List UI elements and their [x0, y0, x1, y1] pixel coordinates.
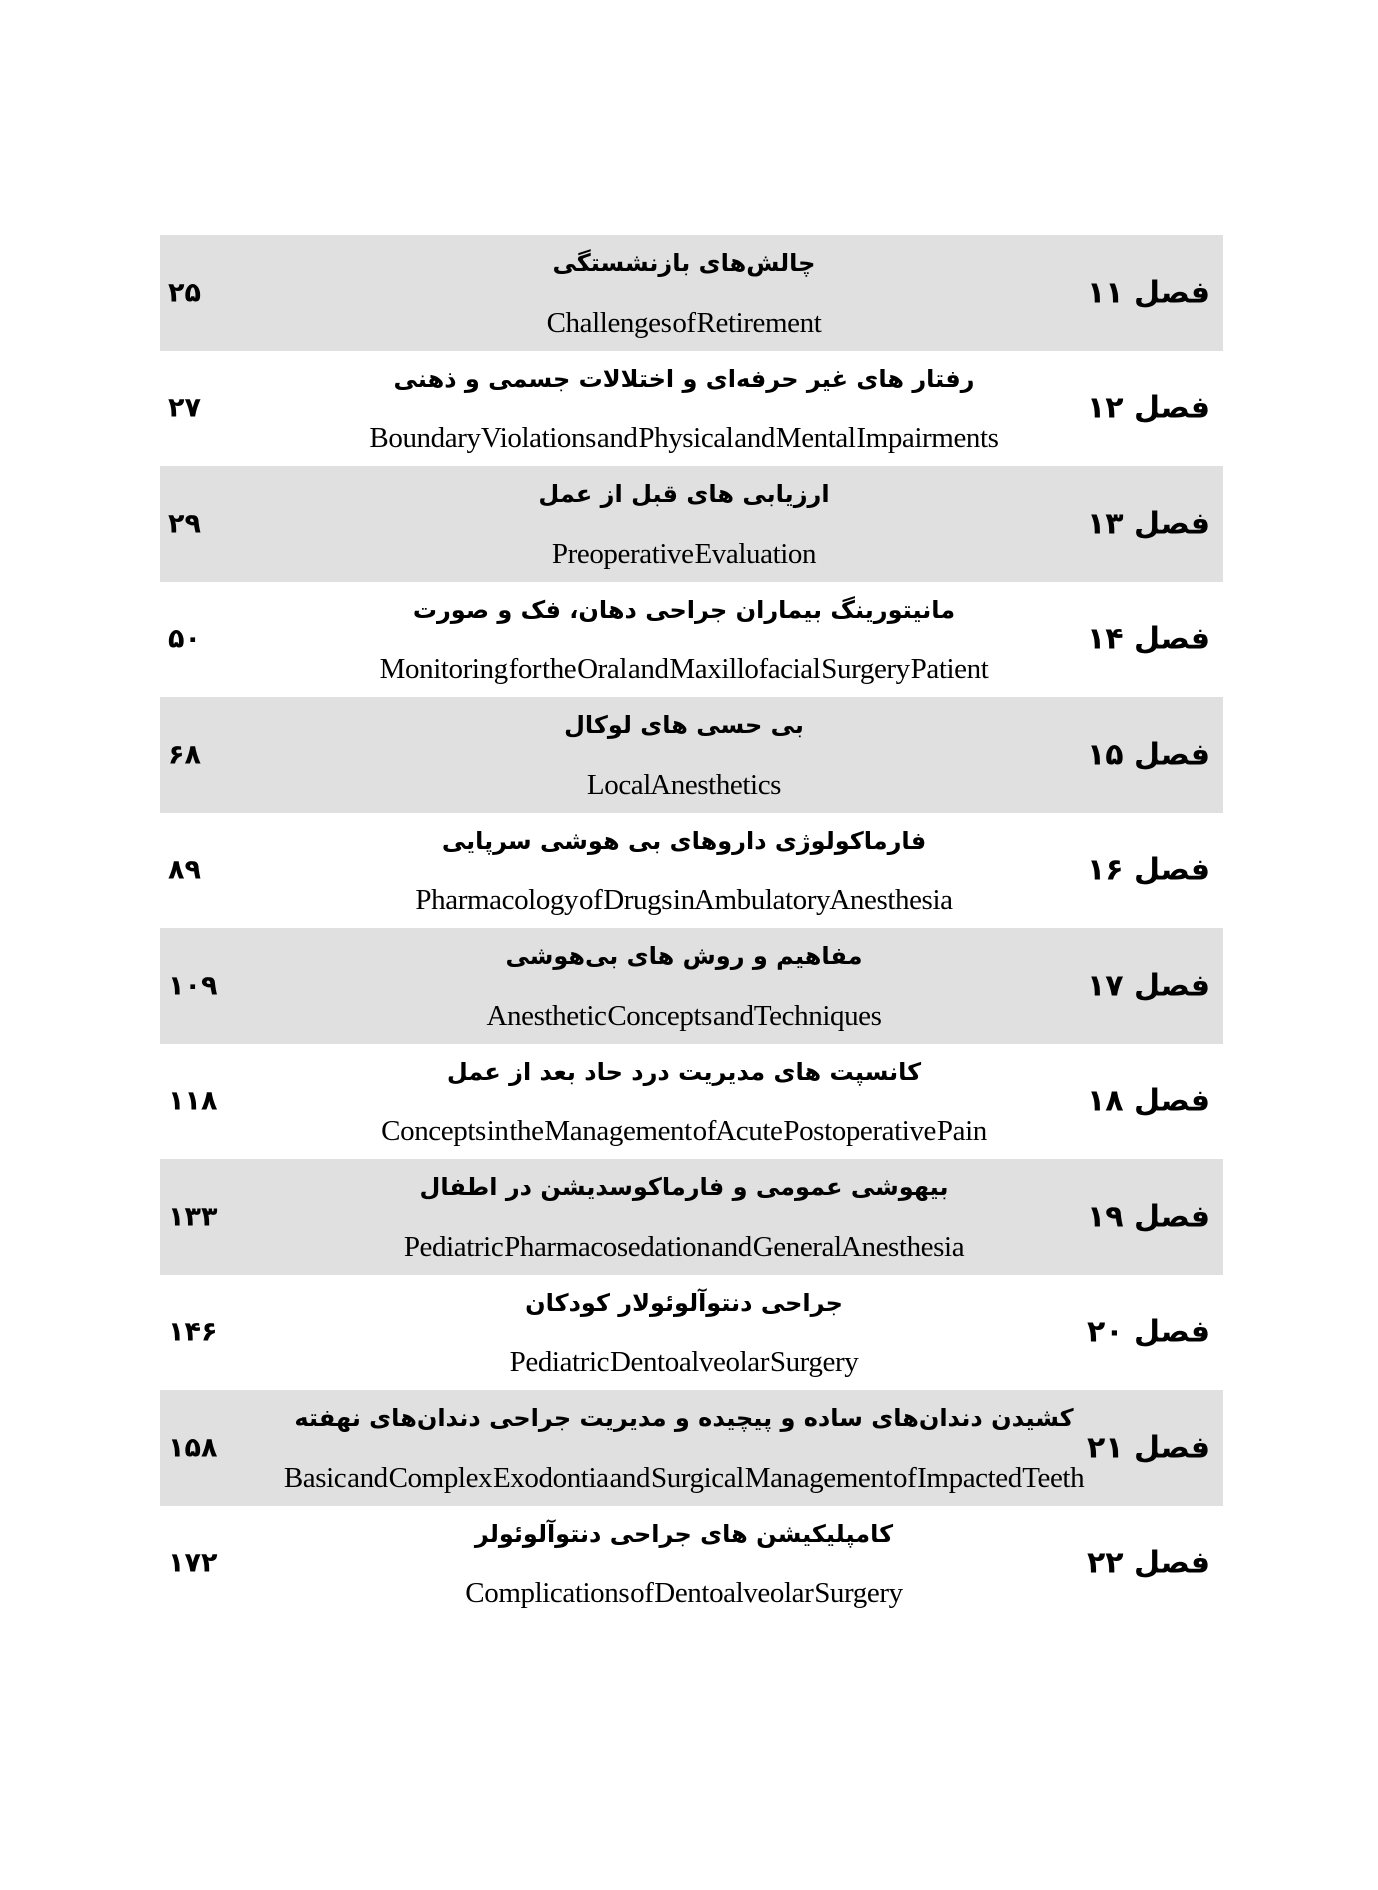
chapter-label: فصل ۱۱ — [1086, 275, 1210, 311]
chapter-titles — [245, 1044, 1123, 1160]
chapter-title-english: Complications of Dentoalveolar Surgery — [465, 1577, 903, 1609]
chapter-title-persian: کامپلیکیشن های جراحی دنتوآلوئولر — [474, 1519, 894, 1548]
chapter-title-english: Challenges of Retirement — [546, 306, 822, 339]
toc-row — [160, 466, 1223, 582]
chapter-title-persian: مفاهیم و روش های بی‌هوشی — [505, 942, 863, 970]
chapter-title-persian: کانسپت های مدیریت درد حاد بعد از عمل — [446, 1057, 922, 1086]
chapter-title-persian: فارماکولوژی داروهای بی هوشی سرپایی — [441, 826, 927, 855]
chapter-title-english: Preoperative Evaluation — [551, 537, 817, 570]
toc-row — [160, 351, 1223, 467]
chapter-title-persian: مانیتورینگ بیماران جراحی دهان، فک و صورت — [412, 595, 956, 624]
page-number: ۲۹ — [168, 508, 201, 540]
chapter-title-english: Concepts in the Management of Acute Postoperative Pain — [381, 1115, 987, 1147]
chapter-title-persian: بی حسی های لوکال — [564, 711, 804, 739]
chapter-label: فصل ۱۷ — [1086, 968, 1210, 1004]
chapter-title-persian: رفتار های غیر حرفه‌ای و اختلالات جسمی و ذهنی — [393, 364, 975, 393]
chapter-title-persian: چالش‌های بازنشستگی — [552, 249, 816, 277]
toc-list — [160, 235, 1223, 1621]
chapter-titles — [245, 1390, 1123, 1506]
chapter-label: فصل ۱۲ — [1086, 390, 1210, 426]
chapter-title-english: Pediatric Pharmacosedation and General Anesthesia — [403, 1230, 965, 1263]
chapter-titles — [245, 928, 1123, 1044]
chapter-titles — [245, 1275, 1123, 1391]
chapter-label: فصل ۱۸ — [1086, 1083, 1210, 1119]
chapter-title-english: Local Anesthetics — [586, 768, 782, 801]
chapter-label: فصل ۱۶ — [1086, 852, 1210, 888]
page-number: ۲۵ — [168, 277, 201, 309]
chapter-titles — [245, 813, 1123, 929]
chapter-title-persian: بیهوشی عمومی و فارماکوسدیشن در اطفال — [419, 1173, 949, 1201]
chapter-titles — [245, 351, 1123, 467]
page-number: ۵۰ — [168, 623, 201, 655]
page-number: ۱۱۸ — [168, 1085, 218, 1117]
toc-row — [160, 1044, 1223, 1160]
chapter-title-persian: ارزیابی های قبل از عمل — [538, 480, 830, 508]
chapter-label: فصل ۲۱ — [1086, 1430, 1210, 1466]
chapter-title-english: Pediatric Dentoalveolar Surgery — [509, 1346, 859, 1378]
chapter-titles — [245, 1159, 1123, 1275]
toc-row — [160, 928, 1223, 1044]
chapter-title-english: Boundary Violations and Physical and Mental Impairments — [369, 422, 999, 454]
toc-row — [160, 235, 1223, 351]
chapter-label: فصل ۱۴ — [1086, 621, 1210, 657]
toc-row — [160, 1159, 1223, 1275]
page-number: ۲۷ — [168, 392, 201, 424]
page-number: ۶۸ — [168, 739, 201, 771]
chapter-titles — [245, 582, 1123, 698]
chapter-titles — [245, 1506, 1123, 1622]
page-number: ۱۷۲ — [168, 1547, 218, 1579]
toc-row — [160, 697, 1223, 813]
page-number: ۸۹ — [168, 854, 201, 886]
chapter-label: فصل ۲۲ — [1086, 1545, 1210, 1581]
chapter-label: فصل ۱۹ — [1086, 1199, 1210, 1235]
chapter-title-english: Basic and Complex Exodontia and Surgical Management of Impacted Teeth — [283, 1461, 1085, 1494]
chapter-label: فصل ۱۵ — [1086, 737, 1210, 773]
page-number: ۱۰۹ — [168, 970, 218, 1002]
page-number: ۱۳۳ — [168, 1201, 218, 1233]
chapter-label: فصل ۱۳ — [1086, 506, 1210, 542]
chapter-label: فصل ۲۰ — [1086, 1314, 1210, 1350]
chapter-titles — [245, 466, 1123, 582]
toc-row — [160, 582, 1223, 698]
toc-row — [160, 813, 1223, 929]
chapter-title-persian: جراحی دنتوآلوئولار کودکان — [525, 1288, 843, 1317]
toc-row — [160, 1390, 1223, 1506]
chapter-title-persian: کشیدن دندان‌های ساده و پیچیده و مدیریت جراحی دندان‌های نهفته — [294, 1404, 1074, 1432]
page-number: ۱۵۸ — [168, 1432, 218, 1464]
chapter-title-english: Anesthetic Concepts and Techniques — [486, 999, 882, 1032]
chapter-title-english: Monitoring for the Oral and Maxillofacial Surgery Patient — [379, 653, 989, 685]
toc-row — [160, 1506, 1223, 1622]
page-number: ۱۴۶ — [168, 1316, 218, 1348]
toc-row — [160, 1275, 1223, 1391]
chapter-title-english: Pharmacology of Drugs in Ambulatory Anesthesia — [415, 884, 953, 916]
chapter-titles — [245, 697, 1123, 813]
chapter-titles — [245, 235, 1123, 351]
